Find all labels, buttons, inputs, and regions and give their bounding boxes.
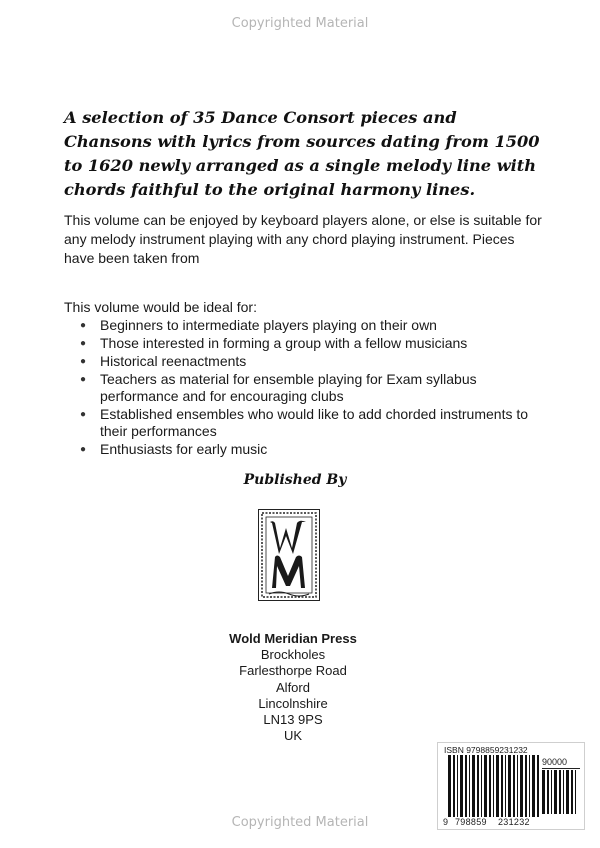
- ideal-for-item: ● Teachers as material for ensemble playing for Exam syllabus performance and for encouraging clubs: [64, 371, 534, 405]
- barcode-bar: [457, 755, 458, 817]
- barcode-bar: [529, 755, 530, 817]
- barcode-bar: [496, 755, 499, 817]
- address-line: Brockholes: [260, 647, 326, 663]
- barcode-bar: [525, 755, 527, 817]
- ideal-for-item: ● Beginners to intermediate players playing on their own: [64, 317, 534, 334]
- address-line: LN13 9PS: [263, 712, 323, 728]
- publisher-address: [188, 631, 398, 744]
- barcode-bar: [472, 755, 475, 817]
- barcode-bar: [517, 755, 518, 817]
- barcode-bar: [532, 755, 535, 817]
- barcode-bars-addon: [542, 770, 580, 814]
- barcode-digits-right: 231232: [498, 817, 530, 827]
- barcode-bar: [542, 770, 545, 814]
- address-line: UK: [283, 728, 303, 744]
- barcode-digits-left: 798859: [455, 817, 487, 827]
- address-line: Lincolnshire: [258, 695, 328, 711]
- published-by-heading: Published By: [243, 472, 347, 488]
- copyright-watermark-bottom: Copyrighted Material: [231, 815, 369, 830]
- barcode-bar: [537, 755, 539, 817]
- publisher-name: Wold Meridian Press: [229, 631, 357, 646]
- barcode-bar: [551, 770, 552, 814]
- barcode-bar: [571, 770, 573, 814]
- address-line: Alford: [276, 679, 310, 695]
- barcode-bar: [481, 755, 482, 817]
- barcode-bar: [520, 755, 523, 817]
- barcode-bar: [575, 770, 576, 814]
- barcode-bar: [465, 755, 467, 817]
- ideal-for-item: ● Historical reenactments: [64, 353, 534, 370]
- isbn-label: ISBN 9798859231232: [444, 745, 528, 755]
- barcode-bar: [489, 755, 491, 817]
- barcode-digit-prefix: 9: [443, 817, 449, 827]
- barcode-bar: [563, 770, 564, 814]
- ideal-for-item: ● Enthusiasts for early music: [64, 441, 534, 458]
- barcode-bar: [448, 755, 451, 817]
- blurb-text: A selection of 35 Dance Consort pieces and Chansons with lyrics from sources dating from 1500 to 1620 newly arranged as a single melody line with chords faithful to the original harmony lines.: [64, 108, 540, 199]
- ideal-for-list: [64, 317, 534, 459]
- barcode-bar: [477, 755, 479, 817]
- barcode-bar: [554, 770, 557, 814]
- barcode-bar: [501, 755, 503, 817]
- barcode-bars-main: [448, 755, 540, 817]
- price-code: 90000: [542, 757, 580, 769]
- barcode-bar: [566, 770, 569, 814]
- barcode-bar: [493, 755, 494, 817]
- barcode-bar: [547, 770, 549, 814]
- barcode-bar: [469, 755, 470, 817]
- address-line: Farlesthorpe Road: [239, 663, 347, 679]
- ideal-for-item: ● Those interested in forming a group with a fellow musicians: [64, 335, 534, 352]
- ideal-for-item: ● Established ensembles who would like to add chorded instruments to their performances: [64, 406, 534, 440]
- barcode-bar: [453, 755, 455, 817]
- copyright-watermark-top: Copyrighted Material: [231, 16, 369, 31]
- barcode-bar: [513, 755, 515, 817]
- barcode-bar: [559, 770, 561, 814]
- intro-paragraph: This volume can be enjoyed by keyboard players alone, or else is suitable for any melody instrument playing with any chord playing instrument. Pieces have been taken from: [64, 212, 542, 266]
- barcode-bar: [484, 755, 487, 817]
- barcode-bar: [460, 755, 463, 817]
- barcode-bar: [505, 755, 506, 817]
- barcode-bar: [508, 755, 511, 817]
- wm-monogram-logo-icon: [258, 509, 320, 601]
- ideal-for-heading: This volume would be ideal for:: [64, 299, 257, 315]
